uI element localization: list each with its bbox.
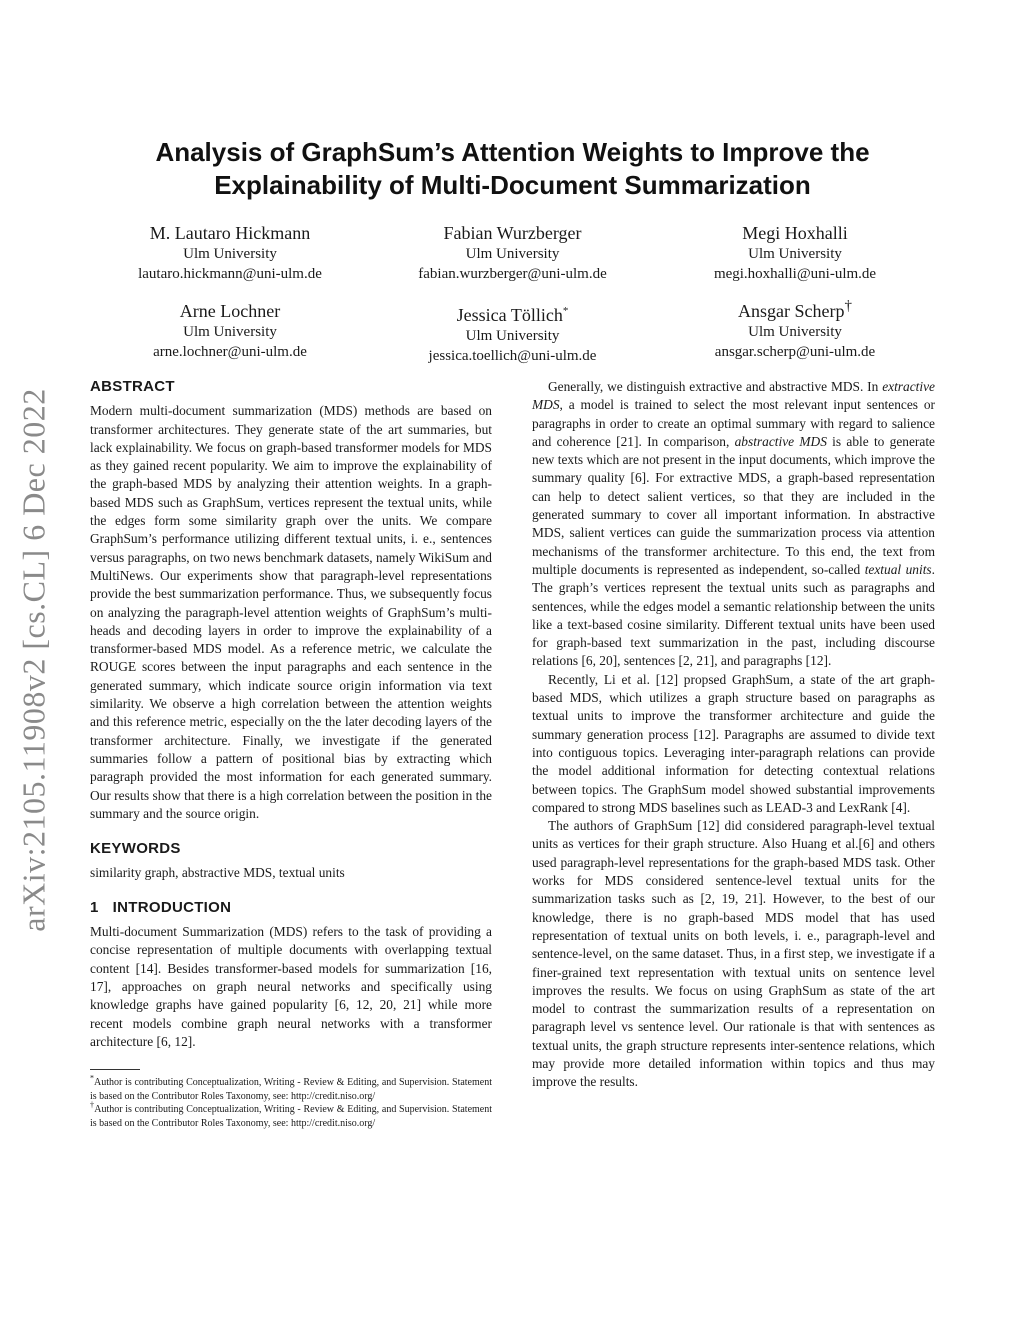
arxiv-identifier-stamp: arXiv:2105.11908v2 [cs.CL] 6 Dec 2022 (15, 388, 52, 932)
author-email: lautaro.hickmann@uni-ulm.de (138, 266, 322, 282)
author-affiliation: Ulm University (183, 246, 277, 262)
right-column (532, 378, 935, 1092)
author-email: fabian.wurzberger@uni-ulm.de (418, 266, 607, 282)
author-name-with-mark (655, 300, 935, 322)
footnote-marker: † (844, 298, 852, 314)
author-card (90, 222, 370, 284)
author-name: Fabian Wurzberger (443, 223, 582, 243)
author-affiliation: Ulm University (183, 324, 277, 340)
keywords-heading: KEYWORDS (90, 840, 181, 858)
intro-paragraph-1: Multi-document Summarization (MDS) refers to the task of providing a concise representation of multiple documents with overlapping textual content [14]. Besides transformer-based models for summarization [16, 17], approaches on graph neural networks and specifically using knowledge graphs have gained popularity [6, 12, 20, 21] while more recent models combine graph neural networks with a transformer architecture [6, 12]. (90, 924, 492, 1049)
author-affiliation: Ulm University (748, 246, 842, 262)
footnote-text: Author is contributing Conceptualization, Writing - Review & Editing, and Supervision. Statement is based on the Contributor Roles Taxonomy, see: http://credit.niso.org/ (90, 1077, 492, 1102)
author-email: jessica.toellich@uni-ulm.de (428, 348, 597, 364)
author-card (90, 300, 370, 366)
author-name: Arne Lochner (179, 301, 281, 321)
footnote-marker: * (562, 305, 569, 317)
author-block (90, 222, 935, 382)
section-title: INTRODUCTION (112, 898, 232, 916)
term-extractive-mds: extractive MDS (532, 379, 935, 413)
author-email: ansgar.scherp@uni-ulm.de (714, 344, 876, 360)
author-row-1 (90, 222, 935, 284)
abstract-text: Modern multi-document summarization (MDS) methods are based on transformer architectures. They generate state of the art summaries, but lack explainability. We focus on graph-based transformer models for MDS as they gained recent popularity. We aim to improve the explainability of the graph-based MDS by analyzing their attention weights. In a graph-based MDS such as GraphSum, vertices represent the textual units, while the edges form some similarity graph over the units. We compare GraphSum’s performance utilizing different textual units, i. e., sentences versus paragraphs, on two news benchmark datasets, namely WikiSum and MultiNews. Our experiments show that paragraph-level representations provide the best summarization performance. Thus, we subsequently focus on analyzing the paragraph-level attention weights of GraphSum’s multi-heads and decoding layers in order to improve the explainability of a transformer-based MDS model. As a reference metric, we calculate the ROUGE scores between the input paragraphs and each sentence in the generated summary, which indicate source origin information via text similarity. We observe a high correlation between the attention weights and this reference metric, especially on the the later decoding layers of the transformer architecture. Finally, we investigate if the generated summaries follow a pattern of positional bias by extracting which paragraph provided the most information for each generated summary. Our results show that there is a high correlation between the position in the summary and the source origin. (90, 403, 492, 821)
footnote-1 (90, 1073, 492, 1103)
abstract-heading: ABSTRACT (90, 378, 175, 395)
author-email: megi.hoxhalli@uni-ulm.de (713, 266, 877, 282)
footnote-text: Author is contributing Conceptualization, Writing - Review & Editing, and Supervision. Statement is based on the Contributor Roles Taxonomy, see: http://credit.niso.org/ (90, 1104, 493, 1129)
author-name: M. Lautaro Hickmann (149, 223, 311, 243)
author-card (373, 222, 653, 284)
author-name-with-mark (373, 300, 653, 326)
author-card (373, 300, 653, 366)
paper-title: Analysis of GraphSum’s Attention Weights to Improve the Explainability of Multi-Document Summarization (155, 137, 870, 200)
author-name: Megi Hoxhalli (742, 223, 848, 243)
term-textual-units: textual units (864, 561, 932, 577)
author-card (655, 222, 935, 284)
term-abstractive-mds: abstractive MDS (734, 433, 827, 449)
left-column (90, 378, 492, 1130)
footnote-divider (90, 1069, 140, 1070)
author-affiliation: Ulm University (465, 328, 560, 344)
author-name-text: Ansgar Scherp (738, 301, 845, 321)
keywords-text: similarity graph, abstractive MDS, textual units (90, 865, 345, 881)
author-affiliation: Ulm University (465, 246, 560, 262)
intro-paragraph-2: Generally, we distinguish extractive and abstractive MDS. In extractive MDS, a model is trained to select the most relevant input sentences or paragraphs in order to create an optimal summary with regard to salience and coherence [21]. In comparison, abstractive MDS is able to generate new texts which are not present in the input documents, which improve the summary quality [6]. For extractive MDS, a graph-based representation can help to detect salient vertices, so that they are included in the generated summary to cover all important information. In abstractive MDS, salient vertices can guide the summarization process via attention mechanisms of the transformer architecture. To this end, the text from multiple documents is represented as independent, so-called textual units. The graph’s vertices represent the textual units such as paragraphs and sentences, while the edges model a semantic relationship between the units like a text-based cosine similarity. Different textual units have been used for graph-based text summarization in the past, including discourse relations [6, 20], sentences [2, 21], and paragraphs [12]. (532, 379, 935, 669)
section-number: 1 (90, 898, 99, 916)
footnote-2 (90, 1100, 493, 1130)
footnote-mark: † (90, 1100, 95, 1110)
author-email: arne.lochner@uni-ulm.de (153, 344, 307, 360)
author-row-2 (90, 300, 935, 366)
author-affiliation: Ulm University (748, 324, 842, 340)
author-card (655, 300, 935, 366)
author-name-text: Jessica Töllich (456, 305, 563, 325)
footnote-mark: * (90, 1073, 94, 1083)
introduction-heading (90, 899, 492, 917)
intro-paragraph-4: The authors of GraphSum [12] did considered paragraph-level textual units as vertices for their graph structure. Also Huang et al.[6] and others used paragraph-level representations for the graph-based MDS task. Other works for MDS considered sentence-level textual units for the summarization tasks such as [2, 19, 21]. However, to the best of our knowledge, there is no graph-based MDS model that has used representation of textual units on both levels, i. e., paragraph-level and sentence-level, on the same dataset. Thus, in a first step, we investigate if a finer-grained text representation with textual units on sentence level improves the results. We focus on using GraphSum as state of the art model to contrast the summarization results of a representation on paragraph level vs sentence level. Our rationale is that with sentences as textual units, the graph structure represents inter-sentence relations, which may provide more detailed information within topics and thus may improve the results. (532, 818, 935, 1090)
intro-paragraph-3: Recently, Li et al. [12] propsed GraphSum, a state of the art graph-based MDS, which utilizes a graph structure based on paragraphs as textual units to improve the transformer architecture and guide the summary generation process [12]. Paragraphs are assumed to divide text into contiguous topics. Leveraging inter-paragraph relations can provide the model additional information for detecting contextual relations between topics. The GraphSum model showed substantial improvements compared to strong MDS baselines such as LEAD-3 and LexRank [4]. (532, 671, 935, 815)
